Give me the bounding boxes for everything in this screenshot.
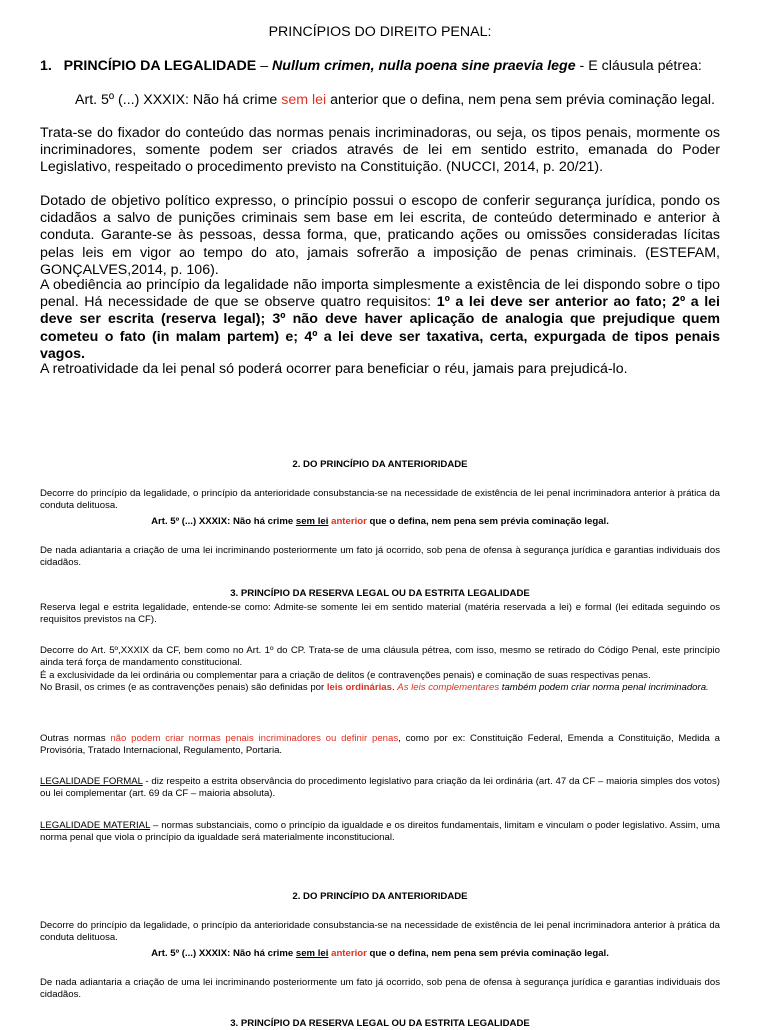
article-text: Art. 5º (...) XXXIX: Não há crime (75, 92, 282, 108)
legalidade-formal (40, 776, 720, 801)
article-highlight: sem lei (281, 92, 327, 108)
para2-line-3 (40, 682, 720, 694)
para3-requirements: 1º a lei deve ser anterior ao fato; 2º a lei deve ser escrita (reserva legal); 3º não deve haver aplicação de analogia que prejudique quem cometeu o fato (in malam partem) e; 4º a lei deve ser taxativa, certa, expurgada de tipos penais vagos. (40, 294, 721, 362)
section3-paragraph-3 (40, 733, 720, 758)
article-highlight: anterior (328, 516, 367, 527)
line3-text: No Brasil, os crimes (e as contravenções penais) são definidas por (40, 682, 327, 694)
material-label: LEGALIDADE MATERIAL (40, 820, 151, 831)
line3-italic: também podem criar norma penal incriminadora. (499, 682, 709, 694)
section2-paragraph-1: Decorre do princípio da legalidade, o princípio da anterioridade consubstancia-se na necessidade de existência de lei penal incriminadora anterior à prática da conduta delituosa. (40, 488, 720, 512)
heading-dash: – (256, 58, 273, 74)
document-title: PRINCÍPIOS DO DIREITO PENAL: (268, 24, 492, 40)
heading-number: 1. (40, 58, 52, 74)
article-text-end: anterior que o defina, nem pena sem prévia cominação legal. (326, 92, 715, 108)
section1-article (75, 92, 725, 109)
section1-paragraph-4: A retroatividade da lei penal só poderá ocorrer para beneficiar o réu, jamais para prejudicá-lo. (40, 361, 628, 377)
section1-paragraph-2: Dotado de objetivo político expresso, o princípio possui o escopo de conferir segurança jurídica, pondo os cidadãos a salvo de punições criminais sem base em lei escrita, de conteúdo determinado e anterior à conduta. Garante-se às pessoas, dessa forma, que, praticando ações ou omissões consideradas lícitas pelas leis em vigor ao tempo do ato, jamais sofrerão a imposição de penas criminais. (ESTEFAM, GONÇALVES,2014, p. 106). (40, 193, 720, 278)
heading-bold: PRINCÍPIO DA LEGALIDADE (63, 58, 257, 74)
para2-line-1: Decorre do Art. 5º,XXXIX da CF, bem como no Art. 1º do CP. Trata-se de uma cláusula pétrea, com isso, mesmo se retirado do Código Penal, este princípio ainda terá força de mandamento constitucional. (40, 645, 720, 669)
material-text: – normas substanciais, como o princípio da igualdade e os direitos fundamentais, limitam e vinculam o poder legislativo. Assim, uma norma penal que viola o princípio da igualdade será materialmente inconstitucional. (40, 820, 720, 844)
section2-article (40, 516, 720, 528)
heading-tail: - E cláusula pétrea: (575, 58, 702, 74)
article-underlined: sem lei (295, 516, 329, 527)
section1-paragraph-3 (40, 277, 720, 363)
article-underlined: sem lei (295, 948, 329, 959)
heading-latin: Nullum crimen, nulla poena sine praevia lege (272, 58, 576, 74)
section3-paragraph-1: Reserva legal e estrita legalidade, entende-se como: Admite-se somente lei em sentido material (matéria reservada a lei) e formal (lei editada seguindo os requisitos previstos na CF). (40, 602, 720, 626)
section2-repeat-article (40, 948, 720, 960)
legalidade-material (40, 820, 720, 845)
article-highlight: anterior (328, 948, 367, 959)
section1-paragraph-1: Trata-se do fixador do conteúdo das normas penais incriminadoras, ou seja, os tipos penais, mormente os incriminadores, somente podem ser criados através de lei em sentido estrito, emanada do Poder Legislativo, respeitado o procedimento previsto na Constituição. (NUCCI, 2014, p. 20/21). (40, 125, 720, 176)
article-text: Art. 5º (...) XXXIX: Não há crime (151, 516, 296, 527)
article-text: Art. 5º (...) XXXIX: Não há crime (151, 948, 296, 959)
section1-heading (40, 58, 720, 75)
para2-line-2: É a exclusividade da lei ordinária ou complementar para a criação de delitos (e contravenções penais) e cominação de suas respectivas penas. (40, 669, 651, 681)
para3-text: Outras normas (40, 733, 111, 744)
article-text-end: que o defina, nem pena sem prévia cominação legal. (366, 516, 609, 527)
para3-text: A obediência ao princípio da legalidade não importa simplesmente a existência de lei dispondo sobre o tipo penal. Há necessidade de que se observe quatro requisitos: (40, 277, 720, 311)
section2-heading: 2. DO PRINCÍPIO DA ANTERIORIDADE (292, 459, 468, 470)
article-text-end: que o defina, nem pena sem prévia cominação legal. (366, 948, 609, 959)
formal-label: LEGALIDADE FORMAL (40, 776, 143, 787)
section3-repeat-heading-cut: 3. PRINCÍPIO DA RESERVA LEGAL OU DA ESTRITA LEGALIDADE (230, 1018, 530, 1029)
section3-paragraph-2 (40, 645, 720, 695)
section3-heading: 3. PRINCÍPIO DA RESERVA LEGAL OU DA ESTRITA LEGALIDADE (230, 588, 530, 599)
section2-repeat-paragraph-1: Decorre do princípio da legalidade, o princípio da anterioridade consubstancia-se na necessidade de existência de lei penal incriminadora anterior à prática da conduta delituosa. (40, 920, 720, 944)
section2-repeat-heading: 2. DO PRINCÍPIO DA ANTERIORIDADE (292, 891, 468, 902)
section2-paragraph-2: De nada adiantaria a criação de uma lei incriminando posteriormente um fato já ocorrido, sob pena de ofensa à segurança jurídica e garantias individuais dos cidadãos. (40, 545, 720, 569)
para3-text-end: , como por ex: Constituição Federal, Emenda a Constituição, Medida a Provisória, Tratado Internacional, Regulamento, Portaria. (40, 733, 721, 757)
line3-italic-highlight: As leis complementares (397, 682, 500, 694)
para3-highlight: não podem criar normas penais incriminadores ou definir penas (110, 733, 399, 744)
line3-sep: . (391, 682, 398, 694)
line3-highlight: leis ordinárias (326, 682, 392, 694)
formal-text: - diz respeito a estrita observância do procedimento legislativo para criação da lei ordinária (art. 47 da CF – maioria simples dos votos) ou lei complementar (art. 69 da CF – maioria absoluta). (40, 776, 720, 800)
section2-repeat-paragraph-2: De nada adiantaria a criação de uma lei incriminando posteriormente um fato já ocorrido, sob pena de ofensa à segurança jurídica e garantias individuais dos cidadãos. (40, 977, 720, 1001)
